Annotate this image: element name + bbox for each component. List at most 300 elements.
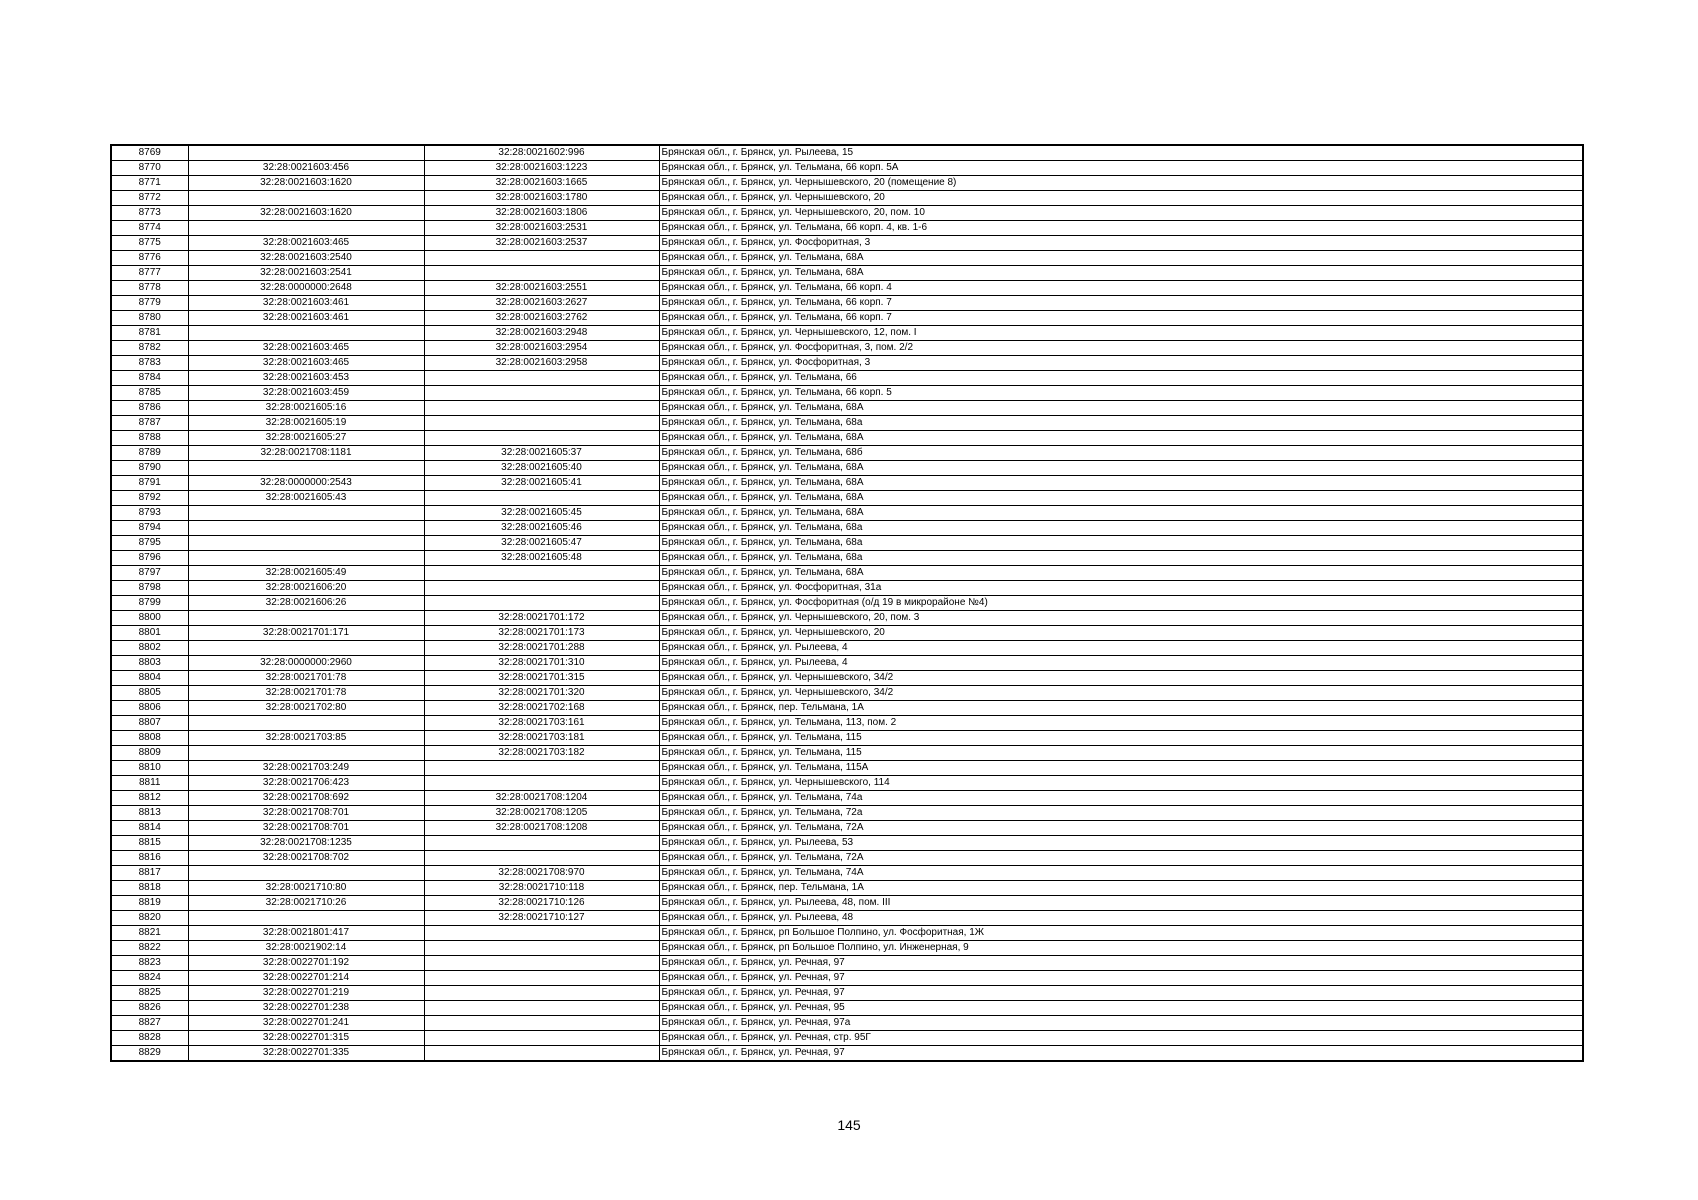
- parcel-cadastral-number-cell: 32:28:0021606:26: [188, 596, 424, 611]
- address-cell: Брянская обл., г. Брянск, ул. Чернышевского, 114: [659, 776, 1583, 791]
- row-number-cell: 8771: [111, 176, 188, 191]
- object-cadastral-number-cell: [424, 416, 659, 431]
- address-cell: Брянская обл., г. Брянск, ул. Фосфоритная, 3, пом. 2/2: [659, 341, 1583, 356]
- row-number-cell: 8799: [111, 596, 188, 611]
- parcel-cadastral-number-cell: 32:28:0021706:423: [188, 776, 424, 791]
- table-row: [111, 491, 1583, 506]
- object-cadastral-number-cell: 32:28:0021603:2762: [424, 311, 659, 326]
- table-row: [111, 1016, 1583, 1031]
- address-cell: Брянская обл., г. Брянск, ул. Рылеева, 53: [659, 836, 1583, 851]
- address-cell: Брянская обл., г. Брянск, ул. Тельмана, 72а: [659, 806, 1583, 821]
- table-row: [111, 701, 1583, 716]
- parcel-cadastral-number-cell: 32:28:0021801:417: [188, 926, 424, 941]
- row-number-cell: 8782: [111, 341, 188, 356]
- parcel-cadastral-number-cell: 32:28:0021606:20: [188, 581, 424, 596]
- table-row: [111, 341, 1583, 356]
- object-cadastral-number-cell: 32:28:0021708:1208: [424, 821, 659, 836]
- parcel-cadastral-number-cell: [188, 746, 424, 761]
- row-number-cell: 8793: [111, 506, 188, 521]
- table-row: [111, 821, 1583, 836]
- row-number-cell: 8818: [111, 881, 188, 896]
- address-cell: Брянская обл., г. Брянск, ул. Тельмана, 113, пом. 2: [659, 716, 1583, 731]
- row-number-cell: 8770: [111, 161, 188, 176]
- object-cadastral-number-cell: 32:28:0021603:2551: [424, 281, 659, 296]
- address-cell: Брянская обл., г. Брянск, ул. Чернышевского, 34/2: [659, 686, 1583, 701]
- object-cadastral-number-cell: 32:28:0021701:173: [424, 626, 659, 641]
- address-cell: Брянская обл., г. Брянск, ул. Речная, 97: [659, 986, 1583, 1001]
- parcel-cadastral-number-cell: [188, 145, 424, 161]
- parcel-cadastral-number-cell: [188, 716, 424, 731]
- address-cell: Брянская обл., г. Брянск, ул. Тельмана, 72А: [659, 821, 1583, 836]
- cadastral-table: [110, 144, 1584, 1062]
- address-cell: Брянская обл., г. Брянск, ул. Тельмана, 68а: [659, 416, 1583, 431]
- table-row: [111, 281, 1583, 296]
- table-row: [111, 416, 1583, 431]
- row-number-cell: 8806: [111, 701, 188, 716]
- address-cell: Брянская обл., г. Брянск, ул. Тельмана, 68А: [659, 266, 1583, 281]
- table-row: [111, 881, 1583, 896]
- row-number-cell: 8812: [111, 791, 188, 806]
- address-cell: Брянская обл., г. Брянск, ул. Чернышевского, 20 (помещение 8): [659, 176, 1583, 191]
- row-number-cell: 8788: [111, 431, 188, 446]
- table-row: [111, 731, 1583, 746]
- object-cadastral-number-cell: [424, 401, 659, 416]
- object-cadastral-number-cell: [424, 371, 659, 386]
- parcel-cadastral-number-cell: [188, 536, 424, 551]
- table-row: [111, 206, 1583, 221]
- table-row: [111, 866, 1583, 881]
- object-cadastral-number-cell: 32:28:0021602:996: [424, 145, 659, 161]
- row-number-cell: 8802: [111, 641, 188, 656]
- object-cadastral-number-cell: 32:28:0021605:48: [424, 551, 659, 566]
- object-cadastral-number-cell: 32:28:0021605:37: [424, 446, 659, 461]
- address-cell: Брянская обл., г. Брянск, ул. Тельмана, 74А: [659, 866, 1583, 881]
- table-row: [111, 161, 1583, 176]
- row-number-cell: 8778: [111, 281, 188, 296]
- address-cell: Брянская обл., г. Брянск, пер. Тельмана, 1А: [659, 701, 1583, 716]
- table-row: [111, 941, 1583, 956]
- table-row: [111, 461, 1583, 476]
- row-number-cell: 8822: [111, 941, 188, 956]
- table-row: [111, 266, 1583, 281]
- address-cell: Брянская обл., г. Брянск, ул. Тельмана, 68а: [659, 521, 1583, 536]
- row-number-cell: 8794: [111, 521, 188, 536]
- table-body: [111, 145, 1583, 1061]
- object-cadastral-number-cell: 32:28:0021708:1205: [424, 806, 659, 821]
- row-number-cell: 8790: [111, 461, 188, 476]
- table-row: [111, 806, 1583, 821]
- address-cell: Брянская обл., г. Брянск, ул. Тельмана, 115А: [659, 761, 1583, 776]
- row-number-cell: 8786: [111, 401, 188, 416]
- table-row: [111, 791, 1583, 806]
- address-cell: Брянская обл., г. Брянск, рп Большое Полпино, ул. Фосфоритная, 1Ж: [659, 926, 1583, 941]
- object-cadastral-number-cell: 32:28:0021701:172: [424, 611, 659, 626]
- parcel-cadastral-number-cell: 32:28:0021605:16: [188, 401, 424, 416]
- object-cadastral-number-cell: 32:28:0021605:41: [424, 476, 659, 491]
- table-row: [111, 476, 1583, 491]
- object-cadastral-number-cell: 32:28:0021603:1780: [424, 191, 659, 206]
- object-cadastral-number-cell: 32:28:0021603:2627: [424, 296, 659, 311]
- address-cell: Брянская обл., г. Брянск, ул. Тельмана, 68а: [659, 536, 1583, 551]
- address-cell: Брянская обл., г. Брянск, ул. Речная, 97а: [659, 1016, 1583, 1031]
- parcel-cadastral-number-cell: 32:28:0021603:461: [188, 296, 424, 311]
- object-cadastral-number-cell: 32:28:0021701:315: [424, 671, 659, 686]
- row-number-cell: 8775: [111, 236, 188, 251]
- parcel-cadastral-number-cell: [188, 191, 424, 206]
- table-row: [111, 221, 1583, 236]
- object-cadastral-number-cell: 32:28:0021603:1223: [424, 161, 659, 176]
- object-cadastral-number-cell: [424, 1046, 659, 1062]
- object-cadastral-number-cell: [424, 566, 659, 581]
- parcel-cadastral-number-cell: 32:28:0021710:80: [188, 881, 424, 896]
- parcel-cadastral-number-cell: [188, 611, 424, 626]
- address-cell: Брянская обл., г. Брянск, ул. Чернышевского, 12, пом. I: [659, 326, 1583, 341]
- table-row: [111, 836, 1583, 851]
- parcel-cadastral-number-cell: 32:28:0021708:692: [188, 791, 424, 806]
- row-number-cell: 8827: [111, 1016, 188, 1031]
- parcel-cadastral-number-cell: [188, 221, 424, 236]
- row-number-cell: 8829: [111, 1046, 188, 1062]
- row-number-cell: 8784: [111, 371, 188, 386]
- parcel-cadastral-number-cell: 32:28:0022701:219: [188, 986, 424, 1001]
- table-row: [111, 311, 1583, 326]
- object-cadastral-number-cell: 32:28:0021701:320: [424, 686, 659, 701]
- parcel-cadastral-number-cell: 32:28:0021603:456: [188, 161, 424, 176]
- table-row: [111, 971, 1583, 986]
- table-row: [111, 356, 1583, 371]
- row-number-cell: 8772: [111, 191, 188, 206]
- address-cell: Брянская обл., г. Брянск, ул. Тельмана, 68А: [659, 431, 1583, 446]
- object-cadastral-number-cell: 32:28:0021701:288: [424, 641, 659, 656]
- address-cell: Брянская обл., г. Брянск, ул. Рылеева, 48, пом. III: [659, 896, 1583, 911]
- address-cell: Брянская обл., г. Брянск, ул. Тельмана, 74а: [659, 791, 1583, 806]
- object-cadastral-number-cell: 32:28:0021710:127: [424, 911, 659, 926]
- parcel-cadastral-number-cell: 32:28:0021902:14: [188, 941, 424, 956]
- object-cadastral-number-cell: [424, 956, 659, 971]
- parcel-cadastral-number-cell: 32:28:0021603:465: [188, 341, 424, 356]
- table-row: [111, 371, 1583, 386]
- parcel-cadastral-number-cell: [188, 506, 424, 521]
- object-cadastral-number-cell: 32:28:0021605:45: [424, 506, 659, 521]
- row-number-cell: 8826: [111, 1001, 188, 1016]
- object-cadastral-number-cell: 32:28:0021703:181: [424, 731, 659, 746]
- address-cell: Брянская обл., г. Брянск, ул. Тельмана, 68А: [659, 401, 1583, 416]
- object-cadastral-number-cell: 32:28:0021603:2958: [424, 356, 659, 371]
- row-number-cell: 8773: [111, 206, 188, 221]
- address-cell: Брянская обл., г. Брянск, ул. Речная, 97: [659, 956, 1583, 971]
- row-number-cell: 8798: [111, 581, 188, 596]
- table-row: [111, 145, 1583, 161]
- parcel-cadastral-number-cell: 32:28:0021708:701: [188, 821, 424, 836]
- object-cadastral-number-cell: 32:28:0021605:47: [424, 536, 659, 551]
- address-cell: Брянская обл., г. Брянск, ул. Рылеева, 4: [659, 641, 1583, 656]
- row-number-cell: 8800: [111, 611, 188, 626]
- parcel-cadastral-number-cell: 32:28:0021701:78: [188, 686, 424, 701]
- object-cadastral-number-cell: [424, 1016, 659, 1031]
- address-cell: Брянская обл., г. Брянск, ул. Чернышевского, 20: [659, 191, 1583, 206]
- table-row: [111, 386, 1583, 401]
- address-cell: Брянская обл., г. Брянск, ул. Чернышевского, 20, пом. 3: [659, 611, 1583, 626]
- object-cadastral-number-cell: [424, 986, 659, 1001]
- object-cadastral-number-cell: 32:28:0021603:1665: [424, 176, 659, 191]
- address-cell: Брянская обл., г. Брянск, ул. Рылеева, 15: [659, 145, 1583, 161]
- row-number-cell: 8795: [111, 536, 188, 551]
- parcel-cadastral-number-cell: 32:28:0022701:241: [188, 1016, 424, 1031]
- object-cadastral-number-cell: 32:28:0021603:1806: [424, 206, 659, 221]
- table-row: [111, 506, 1583, 521]
- row-number-cell: 8779: [111, 296, 188, 311]
- row-number-cell: 8805: [111, 686, 188, 701]
- table-row: [111, 401, 1583, 416]
- parcel-cadastral-number-cell: 32:28:0022701:214: [188, 971, 424, 986]
- parcel-cadastral-number-cell: 32:28:0021703:85: [188, 731, 424, 746]
- address-cell: Брянская обл., г. Брянск, ул. Тельмана, 72А: [659, 851, 1583, 866]
- object-cadastral-number-cell: [424, 971, 659, 986]
- address-cell: Брянская обл., г. Брянск, ул. Тельмана, 68А: [659, 251, 1583, 266]
- parcel-cadastral-number-cell: [188, 911, 424, 926]
- object-cadastral-number-cell: [424, 581, 659, 596]
- row-number-cell: 8796: [111, 551, 188, 566]
- address-cell: Брянская обл., г. Брянск, ул. Тельмана, 66 корп. 5: [659, 386, 1583, 401]
- row-number-cell: 8785: [111, 386, 188, 401]
- table-row: [111, 1001, 1583, 1016]
- row-number-cell: 8813: [111, 806, 188, 821]
- parcel-cadastral-number-cell: 32:28:0021605:43: [188, 491, 424, 506]
- object-cadastral-number-cell: 32:28:0021702:168: [424, 701, 659, 716]
- row-number-cell: 8776: [111, 251, 188, 266]
- parcel-cadastral-number-cell: 32:28:0021603:453: [188, 371, 424, 386]
- address-cell: Брянская обл., г. Брянск, ул. Тельмана, 68а: [659, 551, 1583, 566]
- row-number-cell: 8819: [111, 896, 188, 911]
- address-cell: Брянская обл., г. Брянск, ул. Тельмана, 68А: [659, 491, 1583, 506]
- object-cadastral-number-cell: [424, 386, 659, 401]
- parcel-cadastral-number-cell: 32:28:0000000:2960: [188, 656, 424, 671]
- address-cell: Брянская обл., г. Брянск, ул. Тельмана, 115: [659, 746, 1583, 761]
- parcel-cadastral-number-cell: 32:28:0021710:26: [188, 896, 424, 911]
- address-cell: Брянская обл., г. Брянск, ул. Чернышевского, 34/2: [659, 671, 1583, 686]
- row-number-cell: 8774: [111, 221, 188, 236]
- address-cell: Брянская обл., г. Брянск, ул. Чернышевского, 20: [659, 626, 1583, 641]
- table-row: [111, 566, 1583, 581]
- parcel-cadastral-number-cell: 32:28:0022701:315: [188, 1031, 424, 1046]
- row-number-cell: 8792: [111, 491, 188, 506]
- table-row: [111, 581, 1583, 596]
- object-cadastral-number-cell: [424, 776, 659, 791]
- parcel-cadastral-number-cell: 32:28:0000000:2648: [188, 281, 424, 296]
- table-row: [111, 776, 1583, 791]
- page-number: 145: [837, 1117, 861, 1133]
- parcel-cadastral-number-cell: 32:28:0000000:2543: [188, 476, 424, 491]
- object-cadastral-number-cell: [424, 851, 659, 866]
- object-cadastral-number-cell: 32:28:0021710:118: [424, 881, 659, 896]
- object-cadastral-number-cell: [424, 251, 659, 266]
- object-cadastral-number-cell: [424, 491, 659, 506]
- parcel-cadastral-number-cell: [188, 461, 424, 476]
- table-row: [111, 446, 1583, 461]
- parcel-cadastral-number-cell: 32:28:0021603:459: [188, 386, 424, 401]
- object-cadastral-number-cell: 32:28:0021710:126: [424, 896, 659, 911]
- row-number-cell: 8789: [111, 446, 188, 461]
- object-cadastral-number-cell: [424, 1001, 659, 1016]
- address-cell: Брянская обл., г. Брянск, ул. Речная, 97: [659, 971, 1583, 986]
- parcel-cadastral-number-cell: 32:28:0021603:461: [188, 311, 424, 326]
- table-row: [111, 176, 1583, 191]
- row-number-cell: 8811: [111, 776, 188, 791]
- parcel-cadastral-number-cell: 32:28:0021701:78: [188, 671, 424, 686]
- object-cadastral-number-cell: 32:28:0021703:182: [424, 746, 659, 761]
- object-cadastral-number-cell: [424, 1031, 659, 1046]
- address-cell: Брянская обл., г. Брянск, ул. Фосфоритная, 31а: [659, 581, 1583, 596]
- table-row: [111, 716, 1583, 731]
- row-number-cell: 8820: [111, 911, 188, 926]
- table-row: [111, 191, 1583, 206]
- object-cadastral-number-cell: [424, 926, 659, 941]
- object-cadastral-number-cell: 32:28:0021701:310: [424, 656, 659, 671]
- object-cadastral-number-cell: 32:28:0021605:46: [424, 521, 659, 536]
- object-cadastral-number-cell: [424, 596, 659, 611]
- address-cell: Брянская обл., г. Брянск, ул. Тельмана, 66 корп. 4, кв. 1-6: [659, 221, 1583, 236]
- address-cell: Брянская обл., г. Брянск, ул. Тельмана, 66 корп. 5А: [659, 161, 1583, 176]
- parcel-cadastral-number-cell: 32:28:0022701:238: [188, 1001, 424, 1016]
- parcel-cadastral-number-cell: 32:28:0021708:702: [188, 851, 424, 866]
- parcel-cadastral-number-cell: [188, 641, 424, 656]
- object-cadastral-number-cell: 32:28:0021603:2948: [424, 326, 659, 341]
- parcel-cadastral-number-cell: 32:28:0021708:701: [188, 806, 424, 821]
- table-row: [111, 626, 1583, 641]
- row-number-cell: 8828: [111, 1031, 188, 1046]
- row-number-cell: 8777: [111, 266, 188, 281]
- parcel-cadastral-number-cell: 32:28:0021605:27: [188, 431, 424, 446]
- parcel-cadastral-number-cell: 32:28:0021603:1620: [188, 206, 424, 221]
- table-row: [111, 596, 1583, 611]
- parcel-cadastral-number-cell: [188, 866, 424, 881]
- row-number-cell: 8781: [111, 326, 188, 341]
- address-cell: Брянская обл., г. Брянск, ул. Тельмана, 66 корп. 7: [659, 296, 1583, 311]
- row-number-cell: 8808: [111, 731, 188, 746]
- table-row: [111, 911, 1583, 926]
- address-cell: Брянская обл., г. Брянск, ул. Речная, 97: [659, 1046, 1583, 1062]
- parcel-cadastral-number-cell: [188, 551, 424, 566]
- row-number-cell: 8817: [111, 866, 188, 881]
- row-number-cell: 8825: [111, 986, 188, 1001]
- table-row: [111, 536, 1583, 551]
- address-cell: Брянская обл., г. Брянск, ул. Тельмана, 68б: [659, 446, 1583, 461]
- table-row: [111, 296, 1583, 311]
- address-cell: Брянская обл., г. Брянск, ул. Тельмана, 68А: [659, 566, 1583, 581]
- parcel-cadastral-number-cell: [188, 521, 424, 536]
- parcel-cadastral-number-cell: 32:28:0021702:80: [188, 701, 424, 716]
- address-cell: Брянская обл., г. Брянск, рп Большое Полпино, ул. Инженерная, 9: [659, 941, 1583, 956]
- object-cadastral-number-cell: 32:28:0021605:40: [424, 461, 659, 476]
- object-cadastral-number-cell: [424, 761, 659, 776]
- object-cadastral-number-cell: 32:28:0021603:2537: [424, 236, 659, 251]
- parcel-cadastral-number-cell: 32:28:0021603:1620: [188, 176, 424, 191]
- row-number-cell: 8791: [111, 476, 188, 491]
- address-cell: Брянская обл., г. Брянск, ул. Рылеева, 48: [659, 911, 1583, 926]
- parcel-cadastral-number-cell: 32:28:0021605:19: [188, 416, 424, 431]
- table-row: [111, 521, 1583, 536]
- address-cell: Брянская обл., г. Брянск, ул. Тельмана, 66: [659, 371, 1583, 386]
- object-cadastral-number-cell: [424, 836, 659, 851]
- row-number-cell: 8807: [111, 716, 188, 731]
- address-cell: Брянская обл., г. Брянск, ул. Фосфоритная (о/д 19 в микрорайоне №4): [659, 596, 1583, 611]
- parcel-cadastral-number-cell: 32:28:0022701:335: [188, 1046, 424, 1062]
- address-cell: Брянская обл., г. Брянск, ул. Фосфоритная, 3: [659, 236, 1583, 251]
- parcel-cadastral-number-cell: 32:28:0021605:49: [188, 566, 424, 581]
- address-cell: Брянская обл., г. Брянск, ул. Речная, 95: [659, 1001, 1583, 1016]
- row-number-cell: 8780: [111, 311, 188, 326]
- table-row: [111, 656, 1583, 671]
- parcel-cadastral-number-cell: 32:28:0021708:1181: [188, 446, 424, 461]
- table-row: [111, 611, 1583, 626]
- table-row: [111, 236, 1583, 251]
- table-row: [111, 851, 1583, 866]
- object-cadastral-number-cell: 32:28:0021708:1204: [424, 791, 659, 806]
- address-cell: Брянская обл., г. Брянск, ул. Речная, стр. 95Г: [659, 1031, 1583, 1046]
- object-cadastral-number-cell: [424, 941, 659, 956]
- table-row: [111, 431, 1583, 446]
- object-cadastral-number-cell: [424, 266, 659, 281]
- table-row: [111, 746, 1583, 761]
- row-number-cell: 8801: [111, 626, 188, 641]
- row-number-cell: 8809: [111, 746, 188, 761]
- table-row: [111, 896, 1583, 911]
- parcel-cadastral-number-cell: 32:28:0022701:192: [188, 956, 424, 971]
- row-number-cell: 8769: [111, 145, 188, 161]
- object-cadastral-number-cell: [424, 431, 659, 446]
- address-cell: Брянская обл., г. Брянск, ул. Чернышевского, 20, пом. 10: [659, 206, 1583, 221]
- table-row: [111, 1046, 1583, 1062]
- table-row: [111, 251, 1583, 266]
- row-number-cell: 8787: [111, 416, 188, 431]
- address-cell: Брянская обл., г. Брянск, ул. Тельмана, 68А: [659, 461, 1583, 476]
- table-row: [111, 686, 1583, 701]
- table-row: [111, 326, 1583, 341]
- parcel-cadastral-number-cell: 32:28:0021703:249: [188, 761, 424, 776]
- table-row: [111, 641, 1583, 656]
- object-cadastral-number-cell: 32:28:0021603:2954: [424, 341, 659, 356]
- address-cell: Брянская обл., г. Брянск, ул. Тельмана, 68А: [659, 506, 1583, 521]
- row-number-cell: 8816: [111, 851, 188, 866]
- address-cell: Брянская обл., г. Брянск, ул. Тельмана, 66 корп. 4: [659, 281, 1583, 296]
- parcel-cadastral-number-cell: 32:28:0021701:171: [188, 626, 424, 641]
- row-number-cell: 8804: [111, 671, 188, 686]
- row-number-cell: 8824: [111, 971, 188, 986]
- address-cell: Брянская обл., г. Брянск, ул. Тельмана, 115: [659, 731, 1583, 746]
- object-cadastral-number-cell: 32:28:0021703:161: [424, 716, 659, 731]
- address-cell: Брянская обл., г. Брянск, ул. Тельмана, 66 корп. 7: [659, 311, 1583, 326]
- table-row: [111, 671, 1583, 686]
- row-number-cell: 8803: [111, 656, 188, 671]
- table-row: [111, 926, 1583, 941]
- table-row: [111, 1031, 1583, 1046]
- address-cell: Брянская обл., г. Брянск, ул. Тельмана, 68А: [659, 476, 1583, 491]
- object-cadastral-number-cell: 32:28:0021603:2531: [424, 221, 659, 236]
- parcel-cadastral-number-cell: 32:28:0021603:2540: [188, 251, 424, 266]
- table-row: [111, 986, 1583, 1001]
- address-cell: Брянская обл., г. Брянск, ул. Фосфоритная, 3: [659, 356, 1583, 371]
- table-row: [111, 551, 1583, 566]
- row-number-cell: 8810: [111, 761, 188, 776]
- address-cell: Брянская обл., г. Брянск, ул. Рылеева, 4: [659, 656, 1583, 671]
- row-number-cell: 8823: [111, 956, 188, 971]
- row-number-cell: 8821: [111, 926, 188, 941]
- object-cadastral-number-cell: 32:28:0021708:970: [424, 866, 659, 881]
- row-number-cell: 8815: [111, 836, 188, 851]
- row-number-cell: 8797: [111, 566, 188, 581]
- parcel-cadastral-number-cell: [188, 326, 424, 341]
- address-cell: Брянская обл., г. Брянск, пер. Тельмана, 1А: [659, 881, 1583, 896]
